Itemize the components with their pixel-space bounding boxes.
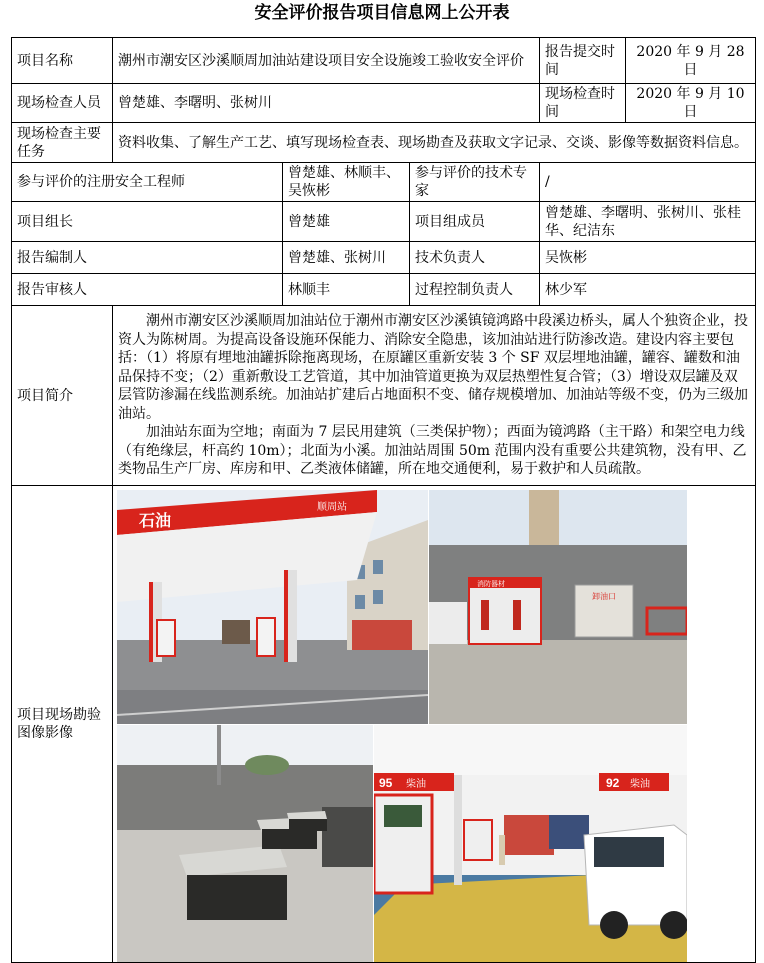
row-photos [12, 486, 756, 963]
value-leader: 曾楚雄 [283, 202, 410, 242]
value-compiler: 曾楚雄、张树川 [283, 242, 410, 274]
value-intro [113, 306, 756, 486]
page-title: 安全评价报告项目信息网上公开表 [254, 3, 510, 23]
label-photos: 项目现场勘验图像影像 [12, 486, 113, 963]
label-experts: 参与评价的技术专家 [410, 163, 540, 202]
row-project-name [12, 38, 756, 84]
value-members: 曾楚雄、李曙明、张树川、张桂华、纪洁东 [540, 202, 756, 242]
photo-fire-equipment [429, 490, 687, 724]
value-inspectors: 曾楚雄、李曙明、张树川 [113, 84, 540, 123]
value-inspect-time: 2020 年 9 月 10 日 [626, 84, 756, 123]
photo-fire-equipment-image [429, 490, 687, 724]
label-submit-time: 报告提交时间 [540, 38, 626, 84]
value-tasks: 资料收集、了解生产工艺、填写现场检查表、现场勘查及获取文字记录、交谈、影像等数据资料信息。 [113, 123, 756, 163]
label-members: 项目组成员 [410, 202, 540, 242]
value-reviewer: 林顺丰 [283, 274, 410, 306]
value-project-name: 潮州市潮安区沙溪顺周加油站建设项目安全设施竣工验收安全评价 [113, 38, 540, 84]
photo-dispensers [374, 725, 687, 962]
value-engineers: 曾楚雄、林顺丰、吴恢彬 [283, 163, 410, 202]
unload-sign-text: 卸油口 [592, 592, 616, 601]
label-leader: 项目组长 [12, 202, 283, 242]
pump-95-brand: 柴油 [406, 779, 426, 790]
label-reviewer: 报告审核人 [12, 274, 283, 306]
label-compiler: 报告编制人 [12, 242, 283, 274]
label-intro: 项目简介 [12, 306, 113, 486]
photo-tank-area [117, 725, 373, 962]
label-engineers: 参与评价的注册安全工程师 [12, 163, 283, 202]
label-inspectors: 现场检查人员 [12, 84, 113, 123]
brand-text-left: 石油 [139, 513, 172, 530]
intro-paragraph-1: 潮州市潮安区沙溪顺周加油站位于潮州市潮安区沙溪镇镜鸿路中段溪边桥头，属人个独资企业，投资人为陈树周。为提高设备设施环保能力、消除安全隐患，该加油站进行防渗改造。建设内容主要包括：（1）将原有埋地油罐拆除拖离现场，在原罐区重新安装 3 个 SF 双层埋地油罐，罐容、罐数和油品保持不变；（2）重新敷设工艺管道，其中加油管道更换为双层热塑性复合管；（3）增设双层罐及双层管防渗漏在线监测系统。加油站扩建后占地面积不变、储存规模增加、加油站等级不变，仍为三级加油站。 [118, 313, 748, 422]
row-engineers [12, 163, 756, 202]
pump-92-brand: 柴油 [630, 779, 650, 790]
info-table [11, 37, 756, 963]
cabinet-sign-text: 消防器材 [477, 581, 505, 588]
label-tech-lead: 技术负责人 [410, 242, 540, 274]
row-reviewer [12, 274, 756, 306]
pump-95-label: 95 [379, 776, 393, 790]
value-process-lead: 林少军 [540, 274, 756, 306]
photo-station-canopy [117, 490, 428, 724]
value-experts: / [540, 163, 756, 202]
label-tasks: 现场检查主要任务 [12, 123, 113, 163]
photo-station-canopy-image [117, 490, 428, 724]
row-leader [12, 202, 756, 242]
value-tech-lead: 吴恢彬 [540, 242, 756, 274]
row-intro [12, 306, 756, 486]
row-compiler [12, 242, 756, 274]
photo-grid [113, 486, 756, 963]
photo-dispensers-image [374, 725, 687, 962]
value-submit-time: 2020 年 9 月 28 日 [626, 38, 756, 84]
photo-tank-area-image [117, 725, 373, 962]
station-sign-text: 顺周站 [317, 502, 347, 513]
row-inspectors [12, 84, 756, 123]
pump-92-label: 92 [606, 776, 620, 790]
label-process-lead: 过程控制负责人 [410, 274, 540, 306]
label-inspect-time: 现场检查时间 [540, 84, 626, 123]
label-project-name: 项目名称 [12, 38, 113, 84]
row-tasks [12, 123, 756, 163]
intro-paragraph-2: 加油站东面为空地；南面为 7 层民用建筑（三类保护物）；西面为镜鸿路（主干路）和架空电力线（有绝缘层，杆高约 10m）；北面为小溪。加油站周围 50m 范围内没有重要公共建筑物，没有甲、乙类物品生产厂房、库房和甲、乙类液体储罐，所在地交通便利，易于救护和人员疏散。 [118, 424, 747, 478]
